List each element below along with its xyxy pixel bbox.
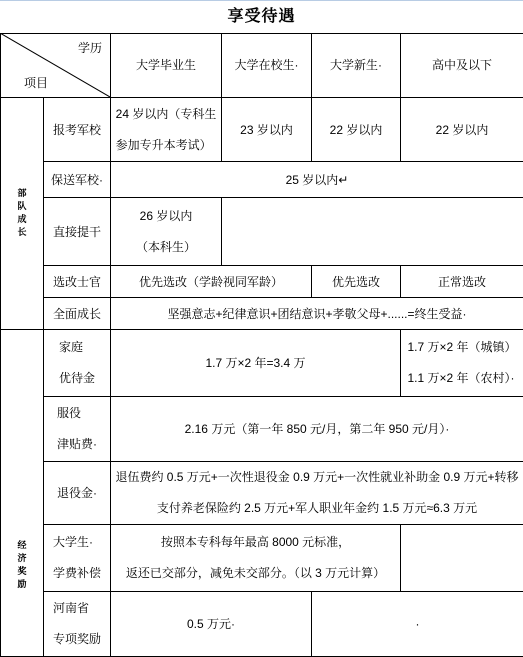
cell-text-block xyxy=(53,527,101,589)
academy-exam-freshman-cell: 22 岁以内 xyxy=(312,98,401,162)
direct-commission-graduate-cell xyxy=(111,198,222,266)
cell-text-block xyxy=(407,332,516,394)
nco-selection-high-school-cell: 正常选改 xyxy=(401,266,523,298)
header-col-high-school: 高中及以下 xyxy=(401,33,523,98)
henan-award-graduate-enrolled-cell: 0.5 万元· xyxy=(111,592,312,657)
category-military-growth xyxy=(0,98,44,330)
cell-text-block xyxy=(59,332,95,394)
cell-line: 津贴费· xyxy=(57,437,97,451)
cell-text-block xyxy=(116,99,217,161)
row-label-direct-commission: 直接提干 xyxy=(44,198,111,266)
academy-exam-high-school-cell: 22 岁以内 xyxy=(401,98,523,162)
family-allowance-college-cell: 1.7 万×2 年=3.4 万 xyxy=(111,330,401,397)
page-top-rule xyxy=(0,0,523,1)
row-label-academy-recommend: 保送军校· xyxy=(44,162,111,198)
cell-line: 支付养老保险约 2.5 万元+军人职业年金约 1.5 万元≈6.3 万元 xyxy=(156,501,478,515)
row-label-overall-growth: 全面成长 xyxy=(44,298,111,330)
cell-line: 退伍费约 0.5 万元+一次性退役金 0.9 万元+一次性就业补助金 0.9 万元+转移 xyxy=(115,470,519,484)
tuition-compensation-college-cell xyxy=(111,525,401,592)
header-col-freshman: 大学新生· xyxy=(312,33,401,98)
cell-text-block xyxy=(53,593,101,655)
henan-award-freshman-high-school-cell: · xyxy=(312,592,523,657)
cell-line: 按照本专科每年最高 8000 元标准， xyxy=(160,535,351,549)
header-corner-cell xyxy=(0,33,111,98)
header-education-label: 学历 xyxy=(78,41,103,55)
category-economic-rewards xyxy=(0,330,44,657)
header-col-graduate: 大学毕业生 xyxy=(111,33,222,98)
row-label-service-allowance xyxy=(44,397,111,462)
cell-line: 24 岁以内（专科生 xyxy=(115,106,217,121)
page-title: 享受待遇 xyxy=(227,8,296,25)
academy-exam-enrolled-cell: 23 岁以内 xyxy=(222,98,312,162)
academy-recommend-all-cell: 25 岁以内↵ xyxy=(111,162,523,198)
cell-line: 返还已交部分，减免未交部分。（以 3 万元计算） xyxy=(125,566,386,580)
row-label-henan-special-award xyxy=(44,592,111,657)
row-label-nco-selection: 选改士官 xyxy=(44,266,111,298)
cell-line: 服役 xyxy=(57,406,82,420)
category-label: 经济奖励 xyxy=(16,540,27,592)
tuition-compensation-empty-cell xyxy=(401,525,523,592)
cell-line: 学费补偿 xyxy=(52,566,101,580)
row-label-tuition-compensation xyxy=(44,525,111,592)
row-label-family-allowance xyxy=(44,330,111,397)
cell-line: （本科生） xyxy=(135,239,196,254)
cell-line: 大学生· xyxy=(52,535,93,549)
cell-line: 专项奖励 xyxy=(52,632,101,646)
overall-growth-all-cell: 坚强意志+纪律意识+团结意识+孝敬父母+......=终生受益· xyxy=(111,298,523,330)
category-label: 部队成长 xyxy=(16,187,27,240)
cell-line: 参加专升本考试） xyxy=(115,137,212,152)
cell-line: 家庭 xyxy=(58,340,83,354)
cell-line: 1.1 万×2 年（农村）· xyxy=(407,371,515,385)
nco-selection-graduate-enrolled-cell: 优先选改（学龄视同军龄） xyxy=(111,266,312,298)
cell-text-block xyxy=(57,398,97,460)
row-label-academy-exam: 报考军校 xyxy=(44,98,111,162)
cell-line: 1.7 万×2 年（城镇） xyxy=(407,340,517,354)
cell-text-block xyxy=(136,201,196,263)
service-allowance-all-cell: 2.16 万元（第一年 850 元/月，第二年 950 元/月）· xyxy=(111,397,523,462)
family-allowance-high-school-cell xyxy=(401,330,523,397)
cell-text-block xyxy=(115,462,518,524)
header-col-enrolled: 大学在校生· xyxy=(222,33,312,98)
row-label-retirement-pay: 退役金· xyxy=(44,462,111,525)
cell-text-block xyxy=(126,527,385,589)
header-item-label: 项目 xyxy=(24,76,49,90)
nco-selection-freshman-cell: 优先选改 xyxy=(312,266,401,298)
academy-exam-graduate-cell xyxy=(111,98,222,162)
retirement-pay-all-cell xyxy=(111,462,523,525)
cell-line: 河南省 xyxy=(52,601,89,615)
direct-commission-empty-cell xyxy=(222,198,523,266)
cell-line: 优待金 xyxy=(58,371,95,385)
cell-line: 26 岁以内 xyxy=(139,208,193,223)
